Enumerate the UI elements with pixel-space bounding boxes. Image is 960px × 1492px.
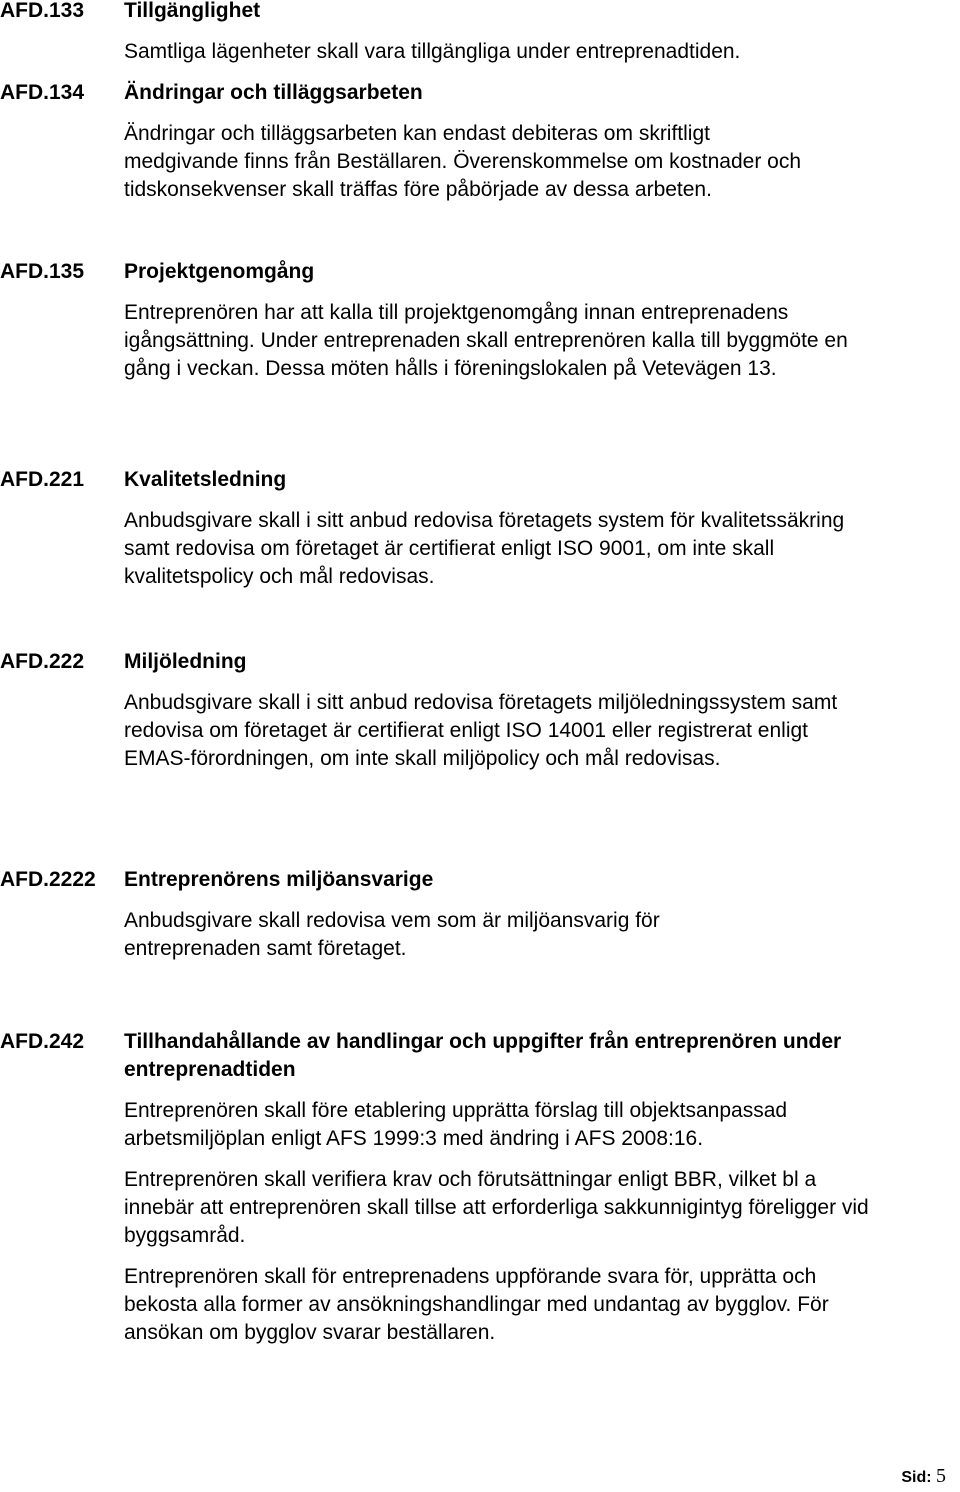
section-title: Tillgänglighet (124, 0, 261, 22)
section-content (124, 258, 884, 383)
section-content (124, 648, 859, 773)
section-paragraph: Anbudsgivare skall i sitt anbud redovisa företagets system för kvalitetssäkring samt redovisa om företaget är certifierat enligt ISO 9001, om inte skall kvalitetspolicy och mål redovisas. (124, 509, 845, 588)
section-code: AFD.222 (0, 650, 85, 673)
page-footer (901, 1466, 946, 1488)
section-code: AFD.134 (0, 81, 85, 104)
section-title: Projektgenomgång (124, 260, 315, 283)
section-paragraph: Entreprenören skall före etablering upprätta förslag till objektsanpassad arbetsmiljöplan enligt AFS 1999:3 med ändring i AFS 2008:16. (124, 1099, 788, 1150)
section-paragraph: Entreprenören skall för entreprenadens uppförande svara för, upprätta och bekosta alla former av ansökningshandlingar med undantag av bygglov. För ansökan om bygglov svarar beställaren. (124, 1265, 829, 1344)
section-content (124, 1028, 884, 1347)
section-code: AFD.221 (0, 468, 85, 491)
section-code: AFD.133 (0, 0, 85, 22)
section-code: AFD.135 (0, 260, 85, 283)
section-paragraph: Entreprenören har att kalla till projektgenomgång innan entreprenadens igångsättning. Under entreprenaden skall entreprenören kalla till byggmöte en gång i veckan. Dessa möten hålls i föreningslokalen på Vetevägen 13. (124, 301, 848, 380)
section-paragraph: Samtliga lägenheter skall vara tillgängliga under entreprenadtiden. (124, 40, 741, 63)
section-content (124, 866, 764, 963)
section-content (124, 79, 824, 204)
section-paragraph: Entreprenören skall verifiera krav och förutsättningar enligt BBR, vilket bl a innebär att entreprenören skall tillse att erforderliga sakkunnigintyg föreligger vid byggsamråd. (124, 1168, 869, 1247)
section-paragraph: Ändringar och tilläggsarbeten kan endast debiteras om skriftligt medgivande finns från Beställaren. Överenskommelse om kostnader och tidskonsekvenser skall träffas före påbörjade av dessa arbeten. (124, 122, 802, 201)
section-paragraph: Anbudsgivare skall redovisa vem som är miljöansvarig för entreprenaden samt företaget. (124, 909, 660, 960)
section-content (124, 466, 846, 591)
section-content (124, 0, 944, 66)
section-title: Tillhandahållande av handlingar och uppgifter från entreprenören under entreprenadtiden (124, 1030, 842, 1081)
page-number: 5 (936, 1465, 946, 1487)
page-number-label: Sid: (901, 1469, 932, 1486)
section-title: Ändringar och tilläggsarbeten (124, 81, 423, 104)
section-code: AFD.242 (0, 1030, 85, 1053)
section-title: Miljöledning (124, 650, 247, 673)
section-title: Entreprenörens miljöansvarige (124, 868, 434, 891)
section-paragraph: Anbudsgivare skall i sitt anbud redovisa företagets miljöledningssystem samt redovisa om företaget är certifierat enligt ISO 14001 eller registrerat enligt EMAS-förordningen, om inte skall miljöpolicy och mål redovisas. (124, 691, 838, 770)
section-title: Kvalitetsledning (124, 468, 287, 491)
section-code: AFD.2222 (0, 868, 96, 891)
